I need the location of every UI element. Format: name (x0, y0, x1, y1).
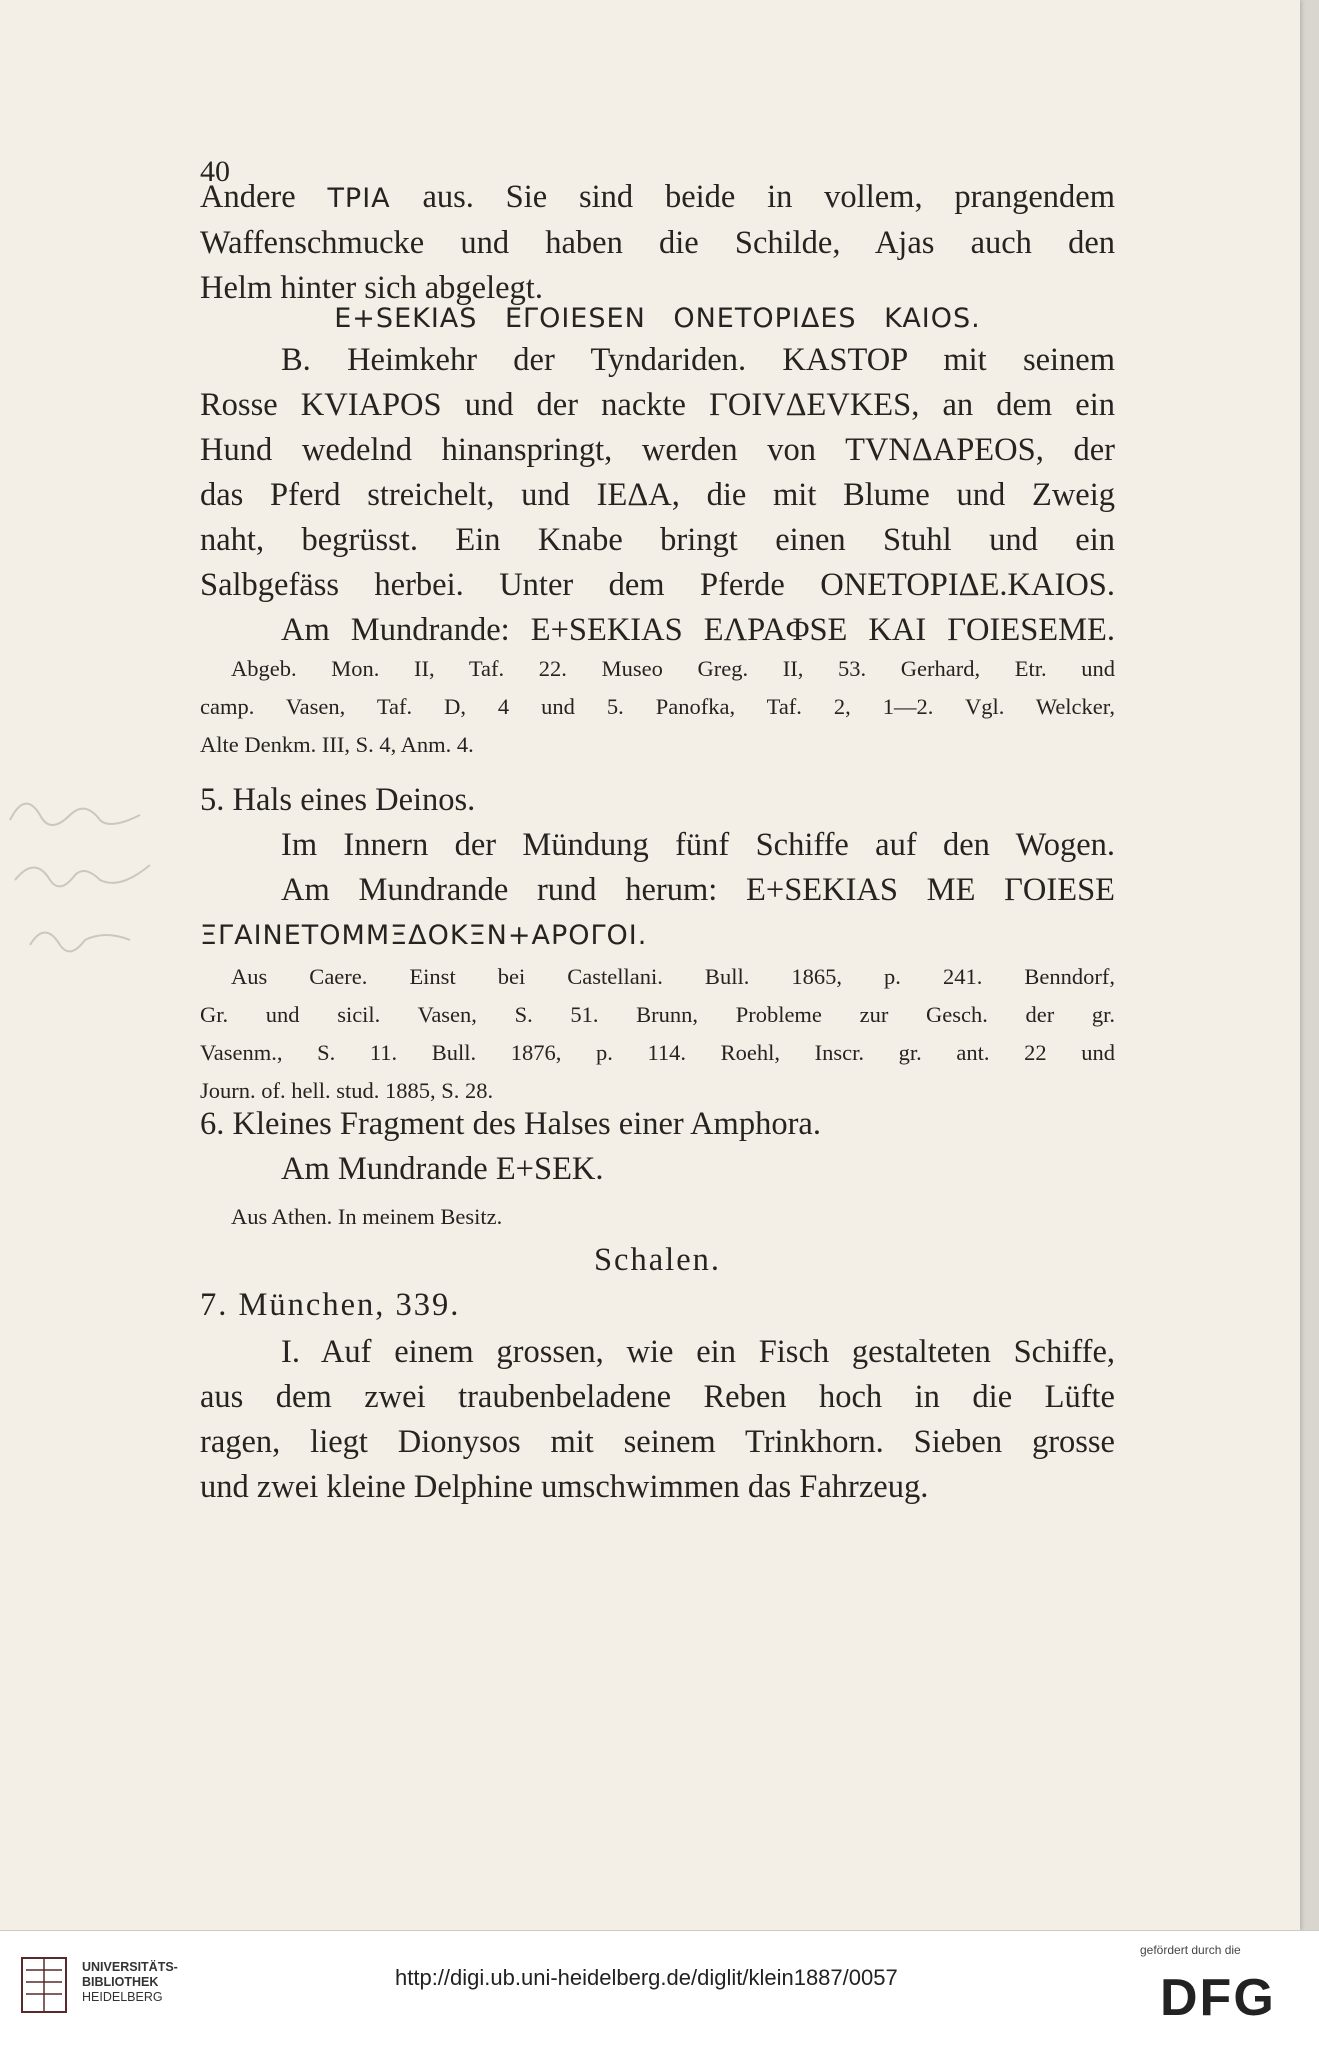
text-line: aus dem zwei traubenbeladene Reben hoch in die Lüfte (200, 1379, 1115, 1415)
text-line: Helm hinter sich abgelegt. (200, 270, 543, 306)
text-line: Rosse KVIAPOS und der nackte ΓOIVΔEVKES, an dem ein (200, 387, 1115, 423)
dfg-caption: gefördert durch die (1140, 1943, 1241, 1957)
reference-line: Aus Athen. In meinem Besitz. (231, 1204, 503, 1229)
section-heading: Schalen. (593, 1242, 721, 1278)
reference-line: Gr. und sicil. Vasen, S. 51. Brunn, Probleme zur Gesch. der gr. (200, 1002, 1115, 1027)
text-line: Am Mundrande rund herum: E+SEKIAS ME ΓOIESE (281, 872, 1115, 908)
library-name: UNIVERSITÄTS- BIBLIOTHEK HEIDELBERG (82, 1960, 178, 2004)
reference-note-3 (200, 1198, 1115, 1236)
pencil-annotation-icon (0, 780, 170, 980)
reference-line: camp. Vasen, Taf. D, 4 und 5. Panofka, Taf. 2, 1—2. Vgl. Welcker, (200, 694, 1115, 719)
text-line: das Pferd streichelt, und IEΔA, die mit Blume und Zweig (200, 477, 1115, 513)
item-heading: 7. München, 339. (200, 1287, 461, 1323)
section-schalen (200, 1238, 1115, 1328)
text-line: ragen, liegt Dionysos mit seinem Trinkhorn. Sieben grosse (200, 1424, 1115, 1460)
text-line: Am Mundrande E+SEK. (281, 1151, 604, 1187)
university-library-logo-icon (14, 1950, 74, 2020)
text-line: Andere TPIA aus. Sie sind beide in vollem, prangendem (200, 179, 1115, 215)
source-url-link[interactable]: http://digi.ub.uni-heidelberg.de/diglit/klein1887/0057 (395, 1965, 898, 1990)
text-line: Waffenschmucke und haben die Schilde, Ajas auch den (200, 225, 1115, 261)
page-number: 40 (200, 155, 230, 188)
reference-note-2 (200, 958, 1115, 1110)
text-line: I. Auf einem grossen, wie ein Fisch gestalteten Schiffe, (281, 1334, 1115, 1370)
text-line: Im Innern der Mündung fünf Schiffe auf den Wogen. (281, 827, 1115, 863)
reference-line: Alte Denkm. III, S. 4, Anm. 4. (200, 732, 474, 757)
item-5 (200, 778, 1115, 958)
item-6 (200, 1102, 1115, 1192)
text-line: und zwei kleine Delphine umschwimmen das Fahrzeug. (200, 1469, 929, 1505)
paragraph-b (200, 338, 1115, 653)
reference-line: Aus Caere. Einst bei Castellani. Bull. 1865, p. 241. Benndorf, (231, 964, 1115, 989)
inscription-line: E+SEKIAS EΓOIESEN ONETOPIΔES KAIOS. (334, 303, 981, 334)
text-line: Salbgefäss herbei. Unter dem Pferde ONETOPIΔE.KAIOS. (200, 567, 1115, 603)
item-heading: 5. Hals eines Deinos. (200, 782, 476, 818)
handwritten-margin-note (0, 780, 180, 998)
reference-note-1 (200, 650, 1115, 764)
reference-line: Journ. of. hell. stud. 1885, S. 28. (200, 1078, 494, 1103)
reference-line: Vasenm., S. 11. Bull. 1876, p. 114. Roehl, Inscr. gr. ant. 22 und (200, 1040, 1115, 1065)
dfg-logo: DFG (1160, 1969, 1276, 2027)
reference-line: Abgeb. Mon. II, Taf. 22. Museo Greg. II, 53. Gerhard, Etr. und (231, 656, 1115, 681)
item-7 (200, 1330, 1115, 1510)
text-line: B. Heimkehr der Tyndariden. KASTOP mit seinem (281, 342, 1115, 378)
inscription-line: ΞΓAINETOMMΞΔOKΞN+APOΓOI. (200, 920, 648, 951)
text-line: naht, begrüsst. Ein Knabe bringt einen Stuhl und ein (200, 522, 1115, 558)
text-line: Am Mundrande: E+SEKIAS EΛPAΦSE KAI ΓOIESEME. (281, 612, 1115, 648)
text-line: Hund wedelnd hinanspringt, werden von TVNΔAPEOS, der (200, 432, 1115, 468)
item-heading: 6. Kleines Fragment des Halses einer Amphora. (200, 1106, 821, 1142)
body-text-opening (200, 175, 1115, 311)
